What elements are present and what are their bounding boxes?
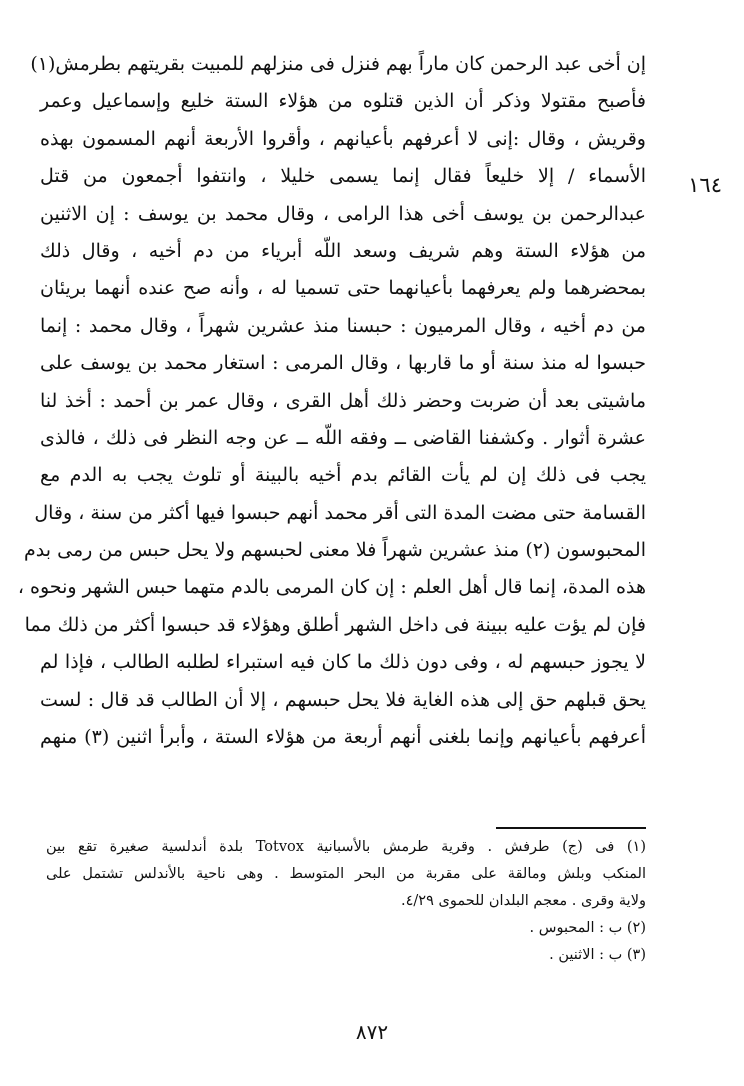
footnote-line: (٣) ب : الاثنين . bbox=[549, 947, 646, 963]
text-line: أعرفهم بأعيانهم وإنما بلغنى أنهم أربعة من هؤلاء الستة ، وأبرأ اثنين (٣) منهم bbox=[40, 726, 647, 749]
footnote-line: (١) فى (ج) طرفش . وقرية طرمش بالأسبانية Totvox بلدة أندلسية صغيرة تقع بين bbox=[46, 839, 646, 855]
text-line: فأصبح مقتولا وذكر أن الذين قتلوه من هؤلاء الستة خليع وإسماعيل وعمر bbox=[40, 90, 646, 113]
text-line: المحبوسون (٢) منذ عشرين شهراً فلا معنى لحبسهم ولا يحل حبس من رمى بدم bbox=[24, 539, 646, 562]
footnote-line: (٢) ب : المحبوس . bbox=[529, 920, 646, 936]
text-line: من دم أخيه ، وقال المرميون : حبسنا منذ عشرين شهراً ، وقال محمد : إنما bbox=[40, 314, 646, 337]
footnote-line: ولاية وقرى . معجم البلدان للحموى ٤/٢٩. bbox=[401, 893, 646, 909]
text-line: من هؤلاء الستة وهم شريف وسعد اللّه أبرياء من دم أخيه ، وقال ذلك bbox=[40, 239, 646, 262]
footnote-line: المنكب وبلش ومالقة على مقربة من البحر المتوسط . وهى ناحية بالأندلس تشتمل على bbox=[46, 866, 646, 882]
text-line: لا يجوز حبسهم له ، وفى دون ذلك ما كان فيه استبراء لطلبه الطالب ، فإذا لم bbox=[40, 651, 646, 674]
text-line: عشرة أثوار . وكشفنا القاضى ــ وفقه اللّه ــ عن وجه النظر فى ذلك ، فالذى bbox=[40, 426, 646, 449]
text-line: ماشيتى بعد أن ضربت وحضر ذلك أهل القرى ، وقال عمر بن أحمد : أخذ لنا bbox=[40, 389, 646, 412]
text-line: عبدالرحمن بن يوسف أخى هذا الرامى ، وقال محمد بن يوسف : إن الاثنين bbox=[40, 202, 646, 225]
text-line: يجب فى ذلك إن لم يأت القائم بدم أخيه بالبينة أو تلوث يجب به الدم مع bbox=[40, 464, 646, 487]
text-line: الأسماء / إلا خليعاً فقال إنما يسمى خليلا ، وانتفوا أجمعون من قتل bbox=[40, 165, 646, 188]
footnote-separator bbox=[496, 827, 646, 829]
text-line: فإن لم يؤت عليه ببينة فى داخل الشهر أطلق وهؤلاء قد حبسوا أكثر من ذلك مما bbox=[24, 613, 646, 636]
text-line: إن أخى عبد الرحمن كان ماراً بهم فنزل فى منزلهم للمبيت بقريتهم بطرمش(١) bbox=[30, 53, 646, 75]
main-text-block bbox=[17, 46, 647, 756]
margin-reference-number: ١٦٤ bbox=[688, 173, 722, 197]
text-line: القسامة حتى مضت المدة التى أقر محمد أنهم حبسوا فيها أكثر من سنة ، وقال bbox=[34, 501, 646, 524]
text-line: وقريش ، وقال :إنى لا أعرفهم بأعيانهم ، وأقروا الأربعة أنهم المسمون بهذه bbox=[40, 127, 646, 150]
text-line: حبسوا له منذ سنة أو ما قاربها ، وقال المرمى : استغار محمد بن يوسف على bbox=[40, 352, 646, 375]
page-number: ٨٧٢ bbox=[355, 1020, 389, 1044]
text-line: هذه المدة، إنما قال أهل العلم : إن كان المرمى بالدم متهما حبس الشهر ونحوه ، bbox=[17, 576, 646, 599]
text-line: بمحضرهما ولم يعرفهما بأعيانهما حتى تسميا له ، وأنه صح عنده أنهما بريئان bbox=[40, 277, 646, 300]
footnotes-block bbox=[46, 834, 646, 969]
text-line: يحق قبلهم حق إلى هذه الغاية فلا يحل حبسهم ، إلا أن الطالب قد قال : لست bbox=[40, 688, 646, 711]
